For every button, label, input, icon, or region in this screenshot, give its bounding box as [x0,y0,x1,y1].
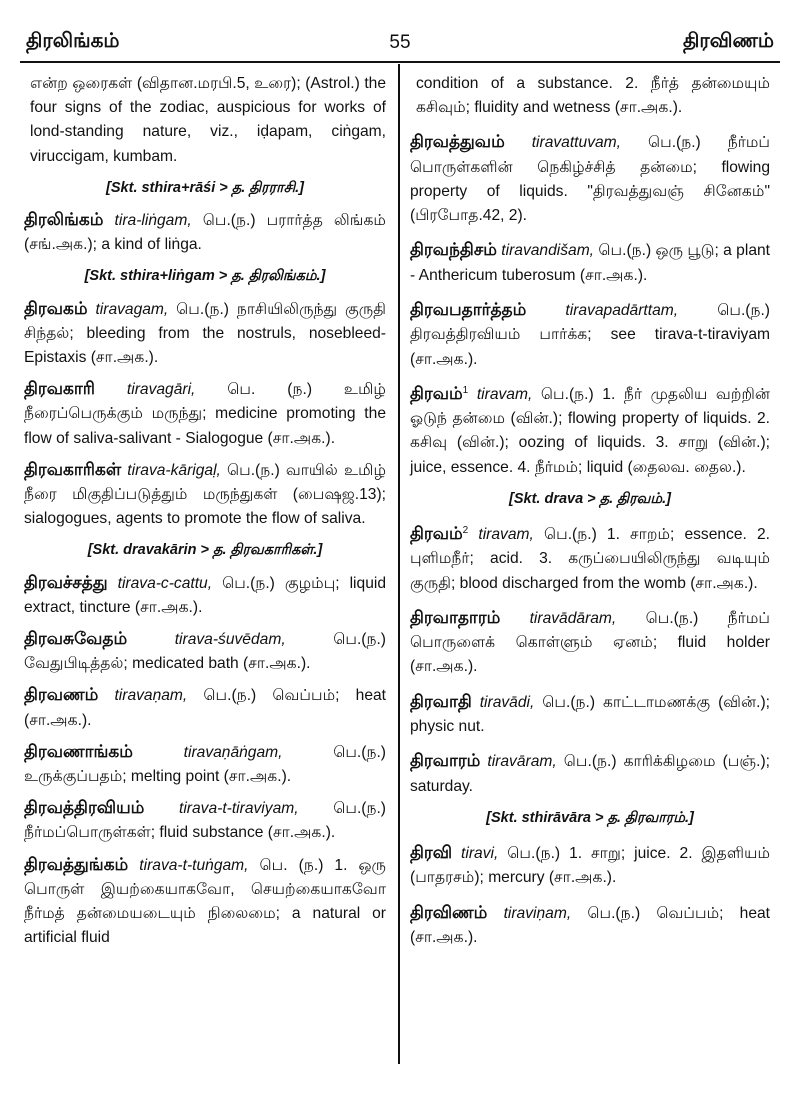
definition: பெ.(ந.) வேதுபிடித்தல்; medicated bath (சா.அக.). [24,631,386,673]
definition: பெ.(ந.) காரிக்கிழமை (பஞ்.); saturday. [410,753,770,795]
dictionary-entry [410,898,770,951]
dictionary-entry [410,235,770,288]
transliteration: tiravagāri, [126,381,196,399]
dictionary-entry [410,687,770,740]
headword: திரவிணம் [410,902,488,922]
transliteration: tiravandišam, [501,242,595,260]
right-running-headword: திரவிணம் [682,30,774,52]
dictionary-entry [410,519,770,596]
dictionary-entry [24,377,386,451]
definition: பெ.(ந.) நாசியிலிருந்து குருதி சிந்தல்; bleeding from the nostruls, nosebleed-Epistaxis (சா.அக.). [24,300,386,367]
transliteration: tiravattuvam, [531,134,621,152]
definition: பெ.(ந.) ஒரு பூடு; a plant - Anthericum tuberosum (சா.அக.). [410,242,770,284]
definition: பெ.(ந.) திரவத்திரவியம் பார்க்க; see tirava-t-tiraviyam (சா.அக.). [410,302,770,368]
definition: பெ.(ந.) 1. சாறம்; essence. 2. புளிமநீர்; acid. 3. கருப்பையிலிருந்து வடியும் குருதி; blood discharged from the womb (சா.அக.). [410,526,770,592]
etymology: [Skt. dravakārin > த. திரவகாரிகள்.] [87,542,323,559]
definition: பெ.(ந.) வெப்பம்; heat (சா.அக.). [24,687,386,729]
homonym-number: 2 [462,525,469,536]
transliteration: tira-liṅgam, [114,212,192,230]
transliteration: tiravādi, [479,693,535,711]
definition: பெ.(ந.) நீர்மப் பொருளைக் கொள்ளும் ஏனம்; fluid holder (சா.அக.). [410,609,770,676]
dictionary-entry [410,127,770,228]
transliteration: tiravaṇam, [114,687,188,705]
transliteration: tirava-t-tuṅgam, [139,856,249,874]
definition: பெ.(ந.) குழம்பு; liquid extract, tincture (சா.அக.). [24,574,387,616]
etymology: [Skt. sthirāvāra > த. திரவாரம்.] [486,809,694,826]
etymology: [Skt. sthira+liṅgam > த. திரலிங்கம்.] [84,268,326,285]
headword: திரவாதாரம் [410,607,501,627]
dictionary-entry [24,740,386,789]
definition: பெ. (ந.) உமிழ் நீரைப்பெருக்கும் மருந்து; medicine promoting the flow of saliva-salivant - Sialogogue (சா.அக.). [24,381,386,447]
column-divider [398,64,400,1064]
transliteration: tiravapadārttam, [565,302,679,320]
transliteration: tiravam, [476,385,533,403]
header-rule [20,61,780,63]
headword: திரவம் [410,524,463,544]
etymology: [Skt. drava > த. திரவம்.] [509,490,671,507]
headword: திரலிங்கம் [24,210,104,230]
transliteration: tiravaṇāṅgam, [183,743,283,761]
dictionary-entry [410,746,770,799]
headword: திரவகம் [24,298,88,318]
headword: திரவகாரி [24,379,95,399]
headword: திரவி [410,843,453,863]
headword: திரவந்திசம் [410,240,497,260]
dictionary-entry [410,379,770,480]
headword: திரவத்துங்கம் [24,854,129,874]
headword: திரவாதி [410,691,472,711]
left-entries [24,208,386,950]
definition: பெ.(ந.) காட்டாமணக்கு (வின்.); physic nut. [410,693,770,735]
dictionary-entry [410,838,770,891]
page-number: 55 [389,32,411,53]
page-header [20,28,780,58]
left-column [24,72,386,958]
headword: திரவசுவேதம் [24,629,128,649]
headword: திரவாரம் [410,751,481,771]
dictionary-entry [410,295,770,372]
headword: திரவகாரிகள் [24,459,122,479]
homonym-number: 1 [462,384,469,396]
definition: பெ.(ந.) 1. நீர் முதலிய வற்றின் ஓடுந் தன்மை (வின்.); flowing property of liquids. 2. கசிவு (வின்.); oozing of liquids. 3. சாறு (வின்.); juice, essence. 4. நீர்மம்; liquid (தைலவ. தைல.). [410,385,770,476]
headword: திரவத்துவம் [410,132,505,152]
headword: திரவம் [410,383,463,403]
dictionary-entry [24,297,386,371]
dictionary-entry [24,208,386,257]
transliteration: tiravādāram, [529,609,617,627]
headword: திரவணாங்கம் [24,741,133,761]
transliteration: tirava-t-tiraviyam, [179,800,299,818]
definition: பெ.(ந.) 1. சாறு; juice. 2. இதளியம் (பாதரசம்); mercury (சா.அக.). [410,845,770,887]
definition: பெ.(ந.) உருக்குப்பதம்; melting point (சா.அக.). [24,743,386,786]
transliteration: tiravam, [478,526,534,544]
transliteration: tiravagam, [95,300,169,318]
dictionary-entry [24,571,386,620]
transliteration: tirava-kārigaḷ, [127,461,221,479]
headword: திரவணம் [24,685,99,705]
dictionary-entry [410,603,770,680]
definition: பெ.(ந.) நீர்மப் பொருள்களின் நெகிழ்ச்சித் தன்மை; flowing property of liquids. "திரவத்துவஞ் சினேகம்" (பிரபோத.42, 2). [410,134,770,225]
transliteration: tiraviṇam, [503,904,572,922]
transliteration: tiravāram, [487,753,557,771]
definition: பெ. (ந.) 1. ஒரு பொருள் இயற்கையாகவோ, செயற்கையாகவோ நீர்மத் தன்மையடையும் நிலைமை; a natural or artificial fluid [24,856,386,947]
dictionary-entry [24,683,386,732]
right-column [410,72,770,957]
definition: பெ.(ந.) வெப்பம்; heat (சா.அக.). [410,904,770,946]
transliteration: tirava-c-cattu, [117,574,213,592]
dictionary-entry [24,853,386,951]
headword: திரவபதார்த்தம் [410,300,527,320]
definition: பெ.(ந.) நீர்மப்பொருள்கள்; fluid substance (சா.அக.). [24,800,386,842]
headword: திரவத்திரவியம் [24,798,145,818]
dictionary-entry [24,796,386,845]
dictionary-entry [24,627,386,676]
left-running-headword: திரலிங்கம் [26,30,120,52]
definition: பெ.(ந.) பரார்த்த லிங்கம் (சங்.அக.); a kind of liṅga. [24,212,386,254]
right-entries [410,127,770,950]
dictionary-entry [24,458,386,532]
continuation-text: என்ற ஒரைகள் (விதான.மரபி.5, உரை); (Astrol.) the four signs of the zodiac, auspicious for works of lond-standing nature, viz., iḍapam, ciṅgam, viruccigam, kumbam. [30,75,386,165]
continuation-text: condition of a substance. 2. நீர்த் தன்மையும் கசிவும்; fluidity and wetness (சா.அக.). [416,75,770,117]
transliteration: tiravi, [461,845,499,863]
definition: பெ.(ந.) வாயில் உமிழ் நீரை மிகுதிப்படுத்தும் மருந்துகள் (பைஷஜ.13); sialogogues, agents to promote the flow of saliva. [24,461,386,528]
etymology: [Skt. sthira+rāśi > த. திரராசி.] [106,179,304,196]
transliteration: tirava-śuvēdam, [174,631,286,649]
headword: திரவச்சத்து [24,572,108,592]
